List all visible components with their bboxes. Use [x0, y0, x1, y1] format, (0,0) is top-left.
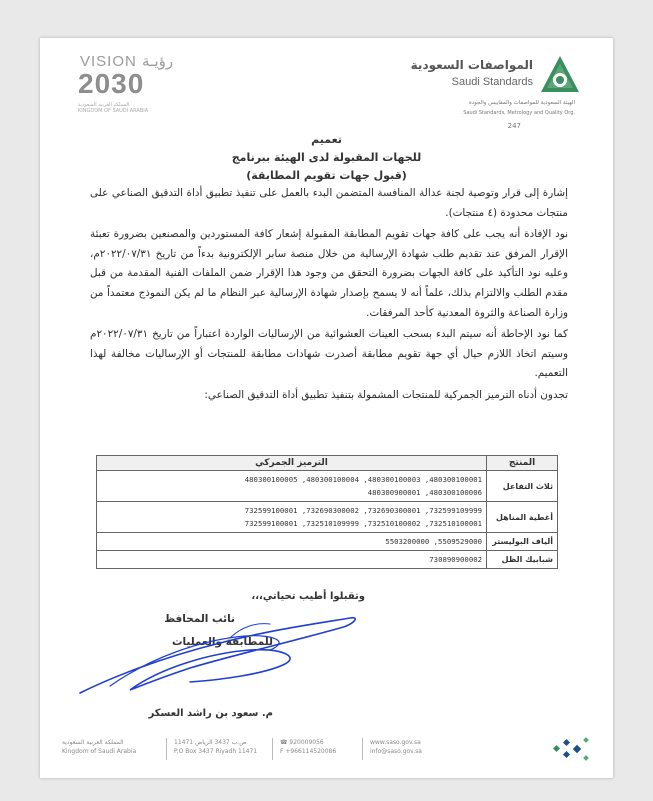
footer-phone: [280, 738, 336, 747]
footer-po-en: P.O Box 3437 Riyadh 11471: [174, 748, 258, 755]
doc-title: تعميم: [311, 133, 342, 146]
table-header-row: [97, 456, 558, 471]
footer-divider: [272, 738, 273, 760]
saso-triangle-icon: [539, 54, 581, 96]
footer-divider: [166, 738, 167, 760]
paragraph-2: نود الإفادة أنه يجب على كافة جهات تقويم المطابقة المقبولة إشعار كافة المستوردين والمصنعين بضرورة تعبئة الإقرار المرفق عند تقديم طلب شهادة الإرسالية من خلال منصة سابر الإلكترونية بدءاً من تاريخ ٢٠٢٢/٠٧/٣١م، وعليه نود التأكيد على كافة الجهات بضرورة التحقق من وجود هذا الإقرار ضمن الملفات الفنية المقدمة من قبل مقدم الطلب والالتزام بذلك، علماً أنه لا يسمح بإصدار شهادة الإرسالية عبر النظام ما لم يكن النموذج معتمداً من وزارة الصناعة والثروة المعدنية كأحد المرفقات.: [90, 228, 568, 319]
codes-line: 5503200000 ,5509529000: [385, 537, 482, 546]
product-cell: شبابيك الظل: [487, 551, 558, 569]
footer-phone-block: [280, 738, 336, 756]
product-cell: أغطية المناهل: [487, 502, 558, 533]
vision-subtitle: [78, 102, 198, 114]
document-page: [40, 38, 613, 778]
header-codes: الترميز الجمركي: [97, 456, 487, 471]
vision-2030-logo: [76, 52, 196, 112]
phone-icon: ☎: [280, 739, 290, 746]
doc-body: [90, 184, 568, 408]
footer-po-box: [174, 738, 257, 756]
codes-line: 730890900002: [429, 555, 482, 564]
decorative-dots-icon: [552, 734, 592, 764]
vision-sub-ar: المملكة العربية السعودية: [78, 102, 130, 108]
saso-brand-ar: المواصفات السعودية: [410, 58, 533, 72]
paragraph-3: كما نود الإحاطة أنه سيتم البدء بسحب العينات العشوائية من الإرساليات الواردة اعتباراً من تاريخ ٢٠٢٢/٠٧/٣١م وسيتم اتخاذ اللازم حيال أي جهة تقويم مطابقة أصدرت شهادات مطابقة للمنتجات أو الإرساليات مخالفة لهذا التعميم.: [90, 328, 568, 380]
customs-codes-table: [96, 455, 558, 569]
codes-line: 732599100001 ,732690300002 ,732690300001 ,732599109999: [244, 506, 482, 515]
footer-website: www.saso.gov.sa: [370, 739, 421, 746]
vision-word: VISION رؤيـة: [80, 53, 174, 70]
footer-phone-number: 920009056: [289, 739, 324, 746]
footer-po-ar: ص.ب 3437 الرياض 11471: [174, 739, 247, 746]
footer-divider: [362, 738, 363, 760]
fax-icon: F: [280, 748, 286, 755]
saso-org-ar: الهيئة السعودية للمواصفات والمقاييس والجودة: [468, 100, 575, 106]
paragraph-1: إشارة إلى قرار وتوصية لجنة عدالة المنافسة المتضمن البدء بالعمل على تنفيذ تطبيق أداة التدقيق الصناعي على منتجات محدودة (٤ منتجات).: [90, 187, 568, 219]
footer-email: info@saso.gov.sa: [370, 748, 422, 755]
paragraph-4: تجدون أدناه الترميز الجمركية للمنتجات المشمولة بتنفيذ تطبيق أداة التدقيق الصناعي:: [204, 388, 568, 401]
table-row: [97, 502, 558, 533]
table-row: [97, 551, 558, 569]
saso-brand-en: Saudi Standards: [451, 76, 533, 88]
footer-fax: [280, 747, 336, 756]
product-cell: ثلاث التفاعل: [487, 471, 558, 502]
codes-cell: [97, 551, 487, 569]
signatory-name: م. سعود بن راشد العسكر: [148, 708, 273, 719]
footer-fax-number: +966114520086: [285, 748, 337, 755]
header-product: المنتج: [487, 456, 558, 471]
codes-cell: [97, 502, 487, 533]
codes-line: 480300100005 ,480300100004 ,480300100003 ,480300100001: [244, 475, 482, 484]
product-cell: ألياف البوليستر: [487, 533, 558, 551]
table-row: [97, 533, 558, 551]
vision-sub-en: KINGDOM OF SAUDI ARABIA: [78, 108, 149, 114]
doc-program: (قبول جهات تقويم المطابقة): [246, 169, 407, 182]
footer-kingdom-en: Kingdom of Saudi Arabia: [62, 748, 137, 755]
saso-org-en: Saudi Standards, Metrology and Quality Org.: [463, 110, 575, 116]
footer-kingdom: [62, 738, 136, 756]
handwritten-signature: [70, 598, 370, 708]
codes-cell: [97, 533, 487, 551]
reference-number: 247: [507, 122, 521, 130]
codes-line: 480300900001 ,480300100006: [367, 488, 482, 497]
codes-cell: [97, 471, 487, 502]
signatory-title-1: نائب المحافظ: [164, 613, 235, 625]
footer-web-block: [370, 738, 422, 756]
codes-line: 732599100001 ,732510109999 ,732510100002 ,732510100001: [244, 519, 482, 528]
vision-year: 2030: [78, 68, 145, 99]
signatory-title-2: للمطابقة والعمليات: [171, 636, 273, 648]
closing-greeting: وتقبلوا أطيب تحياتي،،،: [251, 591, 365, 602]
footer-kingdom-ar: المملكة العربية السعودية: [62, 739, 124, 746]
doc-footer: [62, 738, 592, 772]
table-row: [97, 471, 558, 502]
doc-subtitle: للجهات المقبولة لدى الهيئة ببرنامج: [231, 151, 422, 164]
